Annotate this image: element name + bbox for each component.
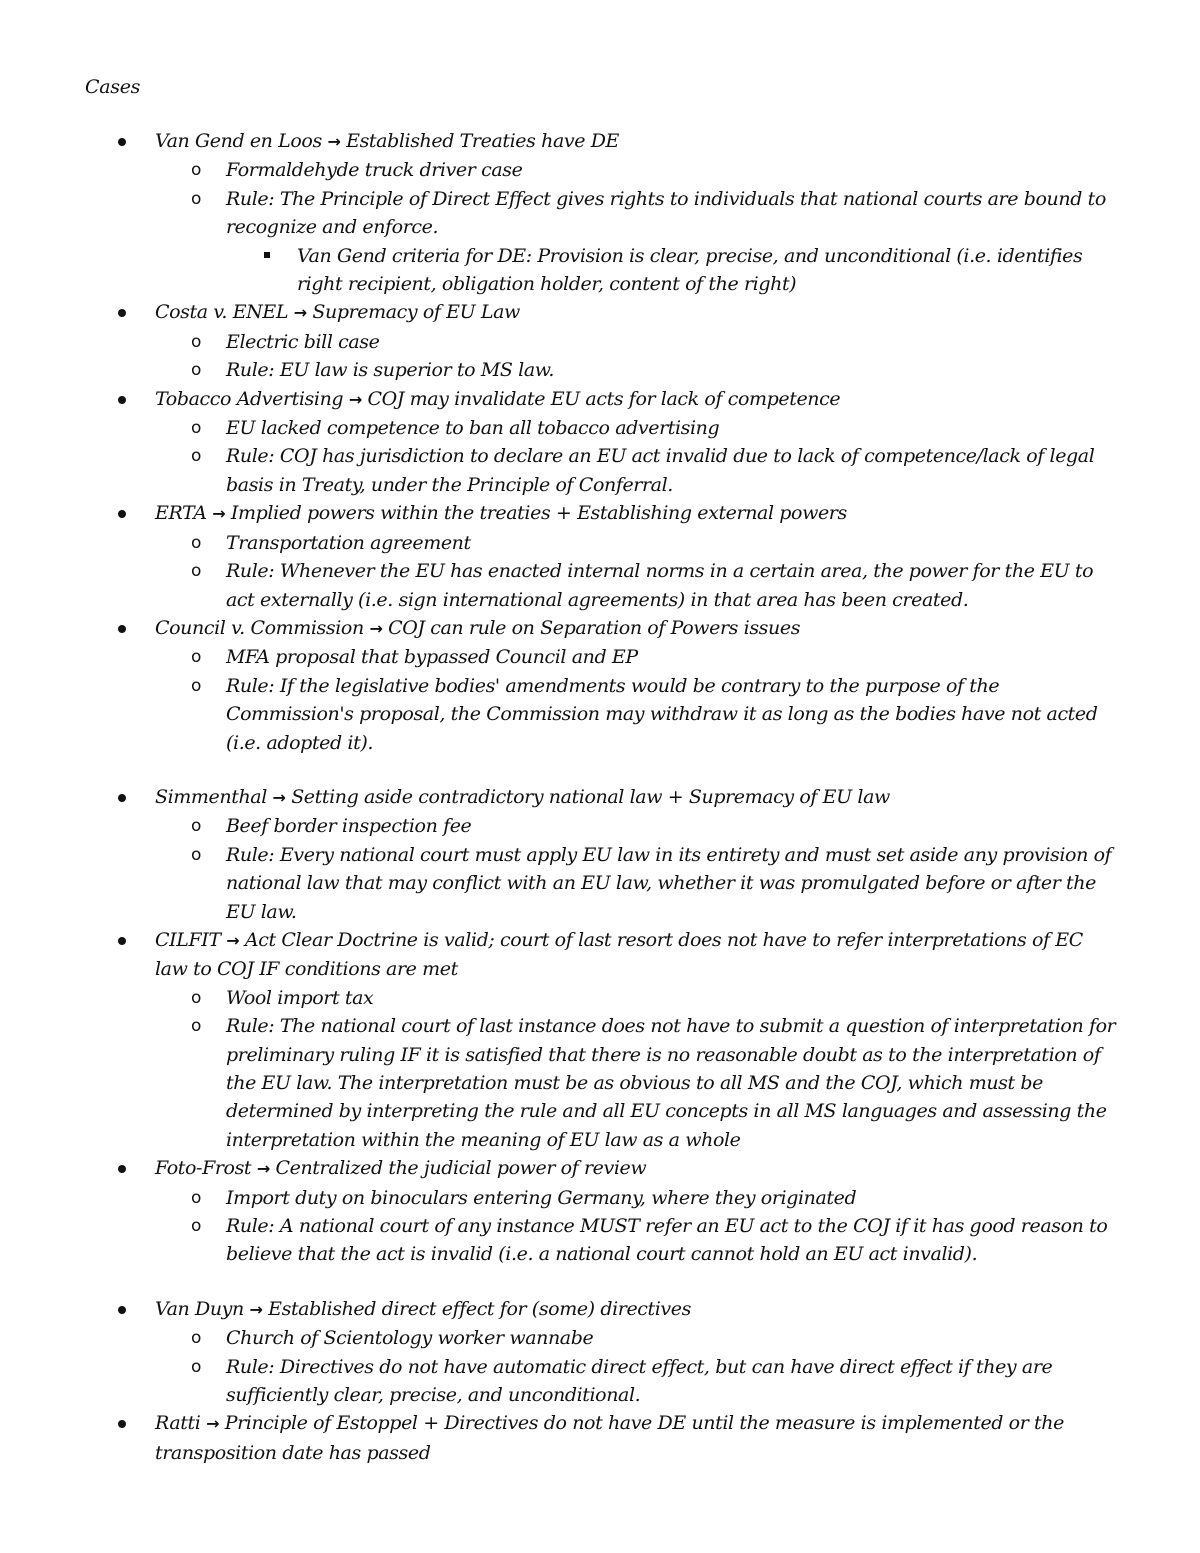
list-item-cilfit [0,926,1200,1154]
arrow-icon: → [348,389,362,409]
case-holding: Centralized the judicial power of review [275,1157,647,1180]
bullet-icon [118,138,126,146]
bullet-icon [118,1306,126,1314]
case-rule: Rule: If the legislative bodies' amendments would be contrary to the purpose of the Commission's proposal, the Commission may withdraw it as long as the bodies have not acted (i.e. adopted it). [226,674,1098,754]
case-facts: Wool import tax [226,986,374,1009]
case-facts-item [191,1184,1120,1212]
list-item-costa-v-enel [0,298,1200,384]
case-rule-item [191,185,1120,299]
arrow-icon: → [212,504,226,524]
case-details [155,643,1120,757]
case-facts-item [191,156,1120,184]
bullet-icon [118,625,126,633]
case-facts-item [191,984,1120,1012]
circle-bullet-icon: o [191,160,202,181]
bullet-icon [118,396,126,404]
circle-bullet-icon: o [191,647,202,668]
case-facts-item [191,529,1120,557]
circle-bullet-icon: o [191,561,202,582]
circle-bullet-icon: o [191,1356,202,1377]
case-name: Tobacco Advertising [155,387,344,410]
case-rule: Rule: The national court of last instance does not have to submit a question of interpretation for preliminary ruling IF it is satisfied that there is no reasonable doubt as to the interpretation of the EU law. The interpretation must be as obvious to all MS and the COJ, which must be determined by interpreting the rule and all EU concepts in all MS languages and assessing the interpretation within the meaning of EU law as a whole [226,1015,1116,1151]
case-details [155,414,1120,499]
bullet-icon [118,309,126,317]
case-rule: Rule: COJ has jurisdiction to declare an EU act invalid due to lack of competence/lack of legal basis in Treaty, under the Principle of Conferral. [226,445,1095,496]
list-item-tobacco-advertising [0,385,1200,500]
arrow-icon: → [272,787,286,807]
case-holding: COJ may invalidate EU acts for lack of competence [367,387,841,410]
case-facts-item [191,328,1120,356]
case-facts: Import duty on binoculars entering Germany, where they originated [226,1186,857,1209]
case-details [155,1184,1120,1269]
circle-bullet-icon: o [191,188,202,209]
case-rule: Rule: The Principle of Direct Effect gives rights to individuals that national courts are bound to recognize and enforce. [226,187,1106,239]
case-details [155,529,1120,614]
circle-bullet-icon: o [191,1016,202,1037]
case-name: Ratti [155,1412,201,1435]
case-details [155,156,1120,298]
case-rule-item [191,672,1120,757]
bullet-icon [118,510,126,518]
rule-notes [226,242,1120,299]
arrow-icon: → [293,303,307,323]
rule-note: Van Gend criteria for DE: Provision is clear, precise, and unconditional (i.e. identifies right recipient, obligation holder, content of the right) [297,244,1083,296]
circle-bullet-icon: o [191,446,202,467]
arrow-icon: → [256,1159,270,1179]
case-holding: Setting aside contradictory national law + Supremacy of EU law [291,785,890,808]
case-holding: Principle of Estoppel + Directives do not have DE until the measure is implemented or the transposition date has passed [155,1412,1064,1464]
case-rule-item [191,1353,1120,1410]
bullet-icon [118,794,126,802]
rule-note-item [297,242,1120,299]
case-facts: Electric bill case [226,330,380,353]
case-facts: EU lacked competence to ban all tobacco advertising [226,417,720,440]
case-details [155,328,1120,385]
case-holding: Supremacy of EU Law [312,301,520,324]
case-rule: Rule: Every national court must apply EU law in its entirety and must set aside any provision of national law that may conflict with an EU law, whether it was promulgated before or after the EU law. [226,843,1112,923]
case-rule: Rule: EU law is superior to MS law. [226,359,554,382]
case-details [155,984,1120,1154]
list-item-foto-frost [0,1154,1200,1269]
case-rule-item [191,557,1120,614]
case-facts: MFA proposal that bypassed Council and EP [226,646,638,669]
circle-bullet-icon: o [191,360,202,381]
circle-bullet-icon: o [191,1328,202,1349]
arrow-icon: → [226,930,240,950]
case-name: Van Gend en Loos [155,130,322,152]
case-rule: Rule: Directives do not have automatic direct effect, but can have direct effect if they are sufficiently clear, precise, and unconditional. [226,1355,1053,1407]
case-details [155,1324,1120,1409]
case-facts: Formaldehyde truck driver case [226,159,523,182]
case-name: Costa v. ENEL [155,301,289,324]
case-rule-item [191,442,1120,499]
case-holding: Established direct effect for (some) directives [268,1297,691,1320]
case-facts-item [191,1324,1120,1352]
circle-bullet-icon: o [191,844,202,865]
case-rule: Rule: A national court of any instance MUST refer an EU act to the COJ if it has good reason to believe that the act is invalid (i.e. a national court cannot hold an EU act invalid). [226,1215,1108,1266]
case-list [0,127,1200,1467]
case-holding: Implied powers within the treaties + Establishing external powers [230,502,847,525]
bullet-icon [118,1420,126,1428]
case-name: Van Duyn [155,1297,244,1320]
circle-bullet-icon: o [191,1187,202,1208]
case-holding: Established Treaties have DE [346,130,620,152]
case-facts: Transportation agreement [226,531,471,554]
bullet-icon [118,1165,126,1173]
list-item-van-gend-en-loos [0,127,1200,298]
case-rule-item [191,1212,1120,1269]
case-name: Foto-Frost [155,1157,252,1180]
circle-bullet-icon: o [191,816,202,837]
case-name: Simmenthal [155,785,267,808]
circle-bullet-icon: o [191,418,202,439]
bullet-icon [118,937,126,945]
circle-bullet-icon: o [191,532,202,553]
case-holding: COJ can rule on Separation of Powers issues [388,616,801,639]
circle-bullet-icon: o [191,331,202,352]
page-title: Cases [85,76,141,98]
circle-bullet-icon: o [191,675,202,696]
list-item-council-v-commission [0,614,1200,757]
case-facts-item [191,812,1120,840]
case-rule-item [191,841,1120,926]
case-name: Council v. Commission [155,616,364,639]
case-facts-item [191,643,1120,671]
case-name: CILFIT [155,928,221,951]
case-facts: Church of Scientology worker wannabe [226,1327,594,1350]
case-rule-item [191,356,1120,384]
circle-bullet-icon: o [191,1216,202,1237]
case-facts-item [191,414,1120,442]
list-item-erta [0,499,1200,614]
list-item-ratti [0,1409,1200,1467]
case-rule: Rule: Whenever the EU has enacted internal norms in a certain area, the power for the EU to act externally (i.e. sign international agreements) in that area has been created. [226,560,1094,611]
arrow-icon: → [206,1414,220,1434]
arrow-icon: → [369,618,383,638]
arrow-icon: → [249,1299,263,1319]
arrow-icon: → [327,132,341,151]
case-facts: Beef border inspection fee [226,815,472,838]
list-item-van-duyn [0,1295,1200,1410]
case-holding: Act Clear Doctrine is valid; court of last resort does not have to refer interpretations of EC law to COJ IF conditions are met [155,928,1083,981]
circle-bullet-icon: o [191,987,202,1008]
case-details [155,812,1120,926]
case-rule-item [191,1012,1120,1154]
list-item-simmenthal [0,783,1200,926]
square-bullet-icon [264,252,270,258]
case-name: ERTA [155,502,207,525]
